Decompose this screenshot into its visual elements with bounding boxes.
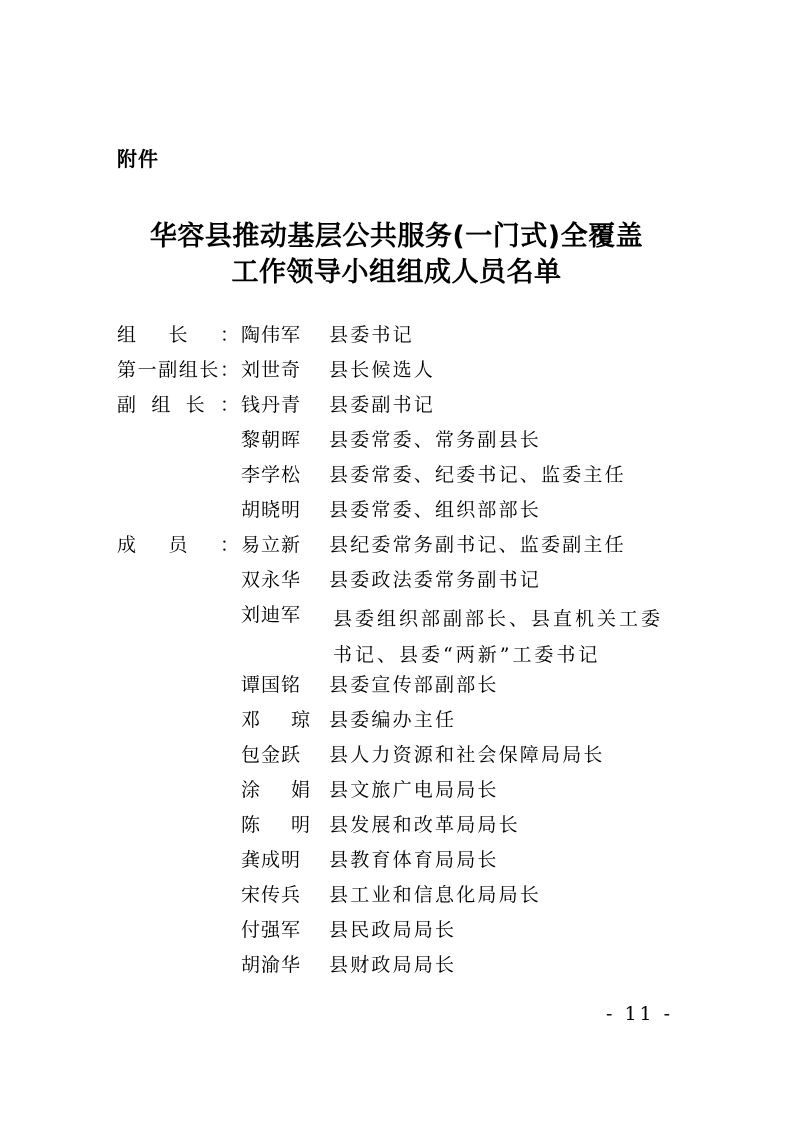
role-label: 组 长 ： <box>117 324 239 346</box>
member-position: 县文旅广电局局长 <box>329 779 499 801</box>
member-name: 钱丹青 <box>241 394 302 416</box>
member-position: 县发展和改革局局长 <box>329 814 520 836</box>
member-name: 刘迪军 <box>241 604 302 626</box>
member-position: 县委政法委常务副书记 <box>329 569 542 591</box>
member-position: 县财政局局长 <box>329 954 457 976</box>
member-name: 李学松 <box>241 464 302 486</box>
member-name: 付强军 <box>241 919 302 941</box>
member-name: 陈 明 <box>241 814 311 836</box>
member-name: 龚成明 <box>241 849 302 871</box>
member-name: 双永华 <box>241 569 302 591</box>
member-name: 黎朝晖 <box>241 429 302 451</box>
member-position: 县委常委、常务副县长 <box>329 429 542 451</box>
member-position: 县委副书记 <box>329 394 436 416</box>
member-name: 涂 娟 <box>241 779 311 801</box>
member-position: 县委书记 <box>329 324 414 346</box>
member-name: 宋传兵 <box>241 884 302 906</box>
member-name: 包金跃 <box>241 744 302 766</box>
member-position: 县委编办主任 <box>329 709 457 731</box>
member-position: 县委常委、组织部部长 <box>329 499 542 521</box>
member-position: 县民政局局长 <box>329 919 457 941</box>
member-position: 县委组织部副部长、县直机关工委书记、县委“两新”工委书记 <box>333 608 664 666</box>
document-title-line-1: 华容县推动基层公共服务(一门式)全覆盖 <box>149 221 644 252</box>
member-position: 县工业和信息化局局长 <box>329 884 542 906</box>
member-position: 县纪委常务副书记、监委副主任 <box>329 534 626 556</box>
role-label: 副 组 长 ： <box>117 394 239 416</box>
member-name: 谭国铭 <box>241 674 302 696</box>
page-number: - 11 - <box>606 1003 674 1025</box>
member-name: 胡渝华 <box>241 954 302 976</box>
role-label: 成 员 ： <box>117 534 239 556</box>
member-name: 陶伟军 <box>241 324 302 346</box>
member-name: 易立新 <box>241 534 302 556</box>
member-name: 刘世奇 <box>241 359 302 381</box>
document-title-line-2: 工作领导小组组成人员名单 <box>231 257 562 288</box>
member-position: 县委宣传部副部长 <box>329 674 499 696</box>
member-position: 县长候选人 <box>329 359 436 381</box>
member-position: 县人力资源和社会保障局局长 <box>329 744 605 766</box>
member-position: 县委常委、纪委书记、监委主任 <box>329 464 626 486</box>
member-name: 胡晓明 <box>241 499 302 521</box>
member-name: 邓 琼 <box>241 709 311 731</box>
role-label: 第 一 副 组 长 ： <box>117 359 239 381</box>
attachment-label: 附件 <box>117 147 159 171</box>
member-position: 县教育体育局局长 <box>329 849 499 871</box>
